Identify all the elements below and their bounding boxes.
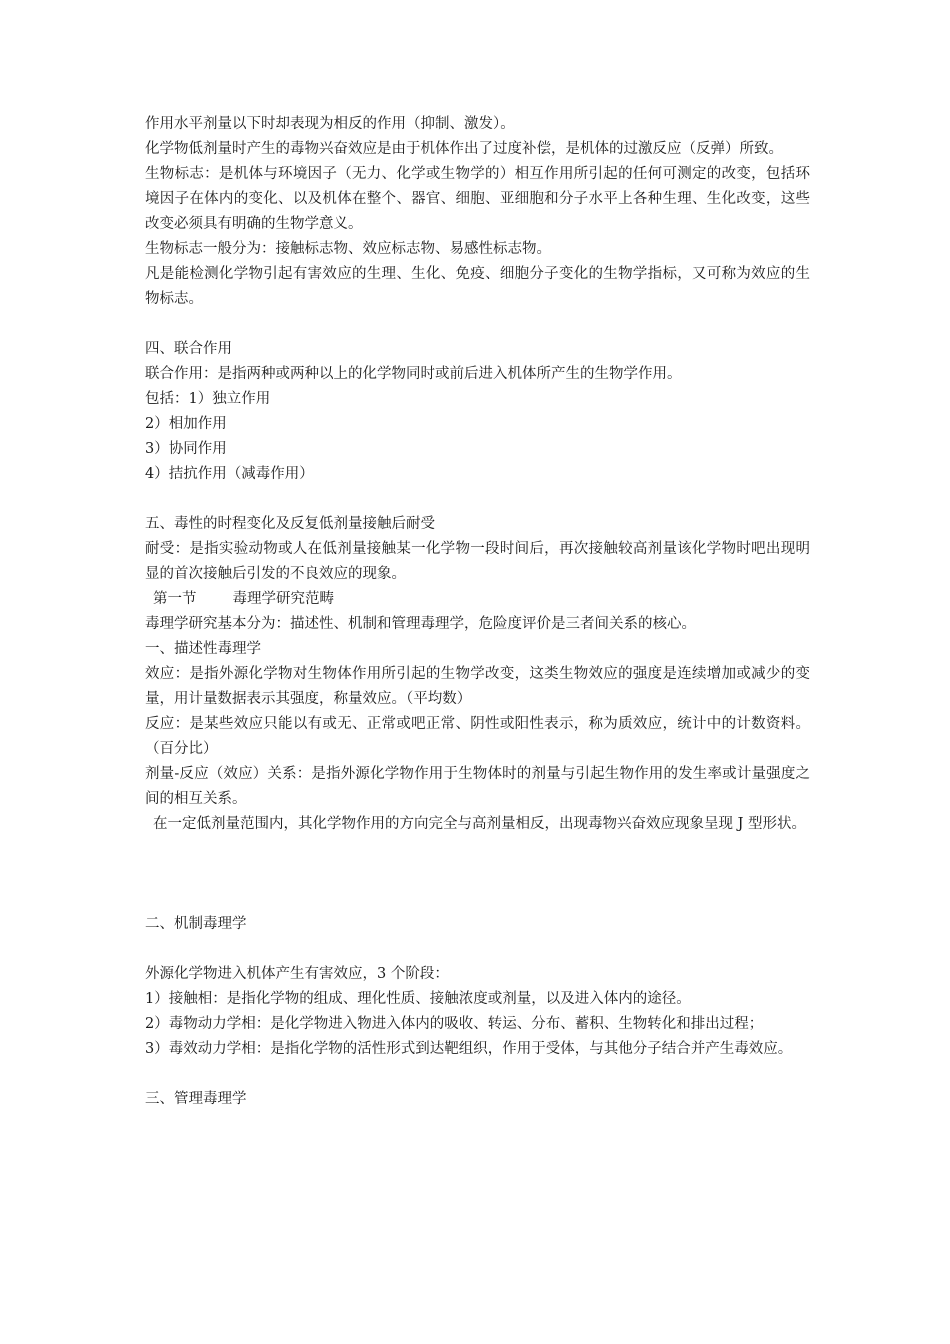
list-item-synergistic: 3）协同作用 (145, 441, 227, 457)
list-item-independent: 包括：1）独立作用 (145, 391, 271, 407)
heading-tolerance: 五、毒性的时程变化及反复低剂量接触后耐受 (145, 516, 435, 532)
paragraph-biomarker-types: 生物标志一般分为：接触标志物、效应标志物、易感性标志物。 (145, 241, 551, 257)
document-page (145, 112, 810, 1112)
paragraph-response-definition: 反应：是某些效应只能以有或无、正常或吧正常、阴性或阳性表示，称为质效应，统计中的计数资料。（百分比） (145, 716, 810, 757)
spacer (145, 1062, 810, 1087)
list-item-toxicodynamic-phase: 3）毒效动力学相：是指化学物的活性形式到达靶组织，作用于受体，与其他分子结合并产生毒效应。 (145, 1041, 793, 1057)
spacer (145, 937, 810, 962)
paragraph-toxicology-scope: 毒理学研究基本分为：描述性、机制和管理毒理学，危险度评价是三者间关系的核心。 (145, 616, 696, 632)
paragraph-joint-action-definition: 联合作用：是指两种或两种以上的化学物同时或前后进入机体所产生的生物学作用。 (145, 366, 682, 382)
list-item-exposure-phase: 1）接触相：是指化学物的组成、理化性质、接触浓度或剂量，以及进入体内的途径。 (145, 991, 691, 1007)
spacer (145, 312, 810, 337)
heading-descriptive-toxicology: 一、描述性毒理学 (145, 641, 261, 657)
heading-regulatory-toxicology: 三、管理毒理学 (145, 1091, 247, 1107)
list-item-additive: 2）相加作用 (145, 416, 227, 432)
heading-mechanistic-toxicology: 二、机制毒理学 (145, 916, 247, 932)
paragraph-biomarker-definition: 生物标志：是机体与环境因子（无力、化学或生物学的）相互作用所引起的任何可测定的改变，包括环境因子在体内的变化、以及机体在整个、器官、细胞、亚细胞和分子水平上各种生理、生化改变，这些改变必须具有明确的生物学意义。 (145, 166, 810, 232)
list-item-antagonistic: 4）拮抗作用（减毒作用） (145, 466, 314, 482)
paragraph-three-phases: 外源化学物进入机体产生有害效应，3 个阶段： (145, 966, 449, 982)
section-number: 第一节 (153, 591, 197, 607)
heading-joint-action: 四、联合作用 (145, 341, 232, 357)
paragraph-tolerance-definition: 耐受：是指实验动物或人在低剂量接触某一化学物一段时间后，再次接触较高剂量该化学物时吧出现明显的首次接触后引发的不良效应的现象。 (145, 541, 810, 582)
spacer (145, 837, 810, 912)
paragraph-effect-definition: 效应：是指外源化学物对生物体作用所引起的生物学改变，这类生物效应的强度是连续增加或减少的变量，用计量数据表示其强度，称量效应。（平均数） (145, 666, 810, 707)
paragraph-hormesis-cause: 化学物低剂量时产生的毒物兴奋效应是由于机体作出了过度补偿，是机体的过激反应（反弹）所致。 (145, 141, 783, 157)
paragraph-j-shape: 在一定低剂量范围内，其化学物作用的方向完全与高剂量相反，出现毒物兴奋效应现象呈现 J 型形状。 (153, 816, 807, 832)
paragraph-dose-response: 剂量-反应（效应）关系：是指外源化学物作用于生物体时的剂量与引起生物作用的发生率或计量强度之间的相互关系。 (145, 766, 810, 807)
paragraph-hormesis-inverse: 作用水平剂量以下时却表现为相反的作用（抑制、激发）。 (145, 116, 515, 132)
spacer (145, 487, 810, 512)
section-name: 毒理学研究范畴 (232, 591, 334, 607)
paragraph-effect-biomarker: 凡是能检测化学物引起有害效应的生理、生化、免疫、细胞分子变化的生物学指标，又可称为效应的生物标志。 (145, 266, 810, 307)
list-item-toxicokinetic-phase: 2）毒物动力学相：是化学物进入物进入体内的吸收、转运、分布、蓄积、生物转化和排出过程； (145, 1016, 764, 1032)
section-title (145, 587, 810, 612)
